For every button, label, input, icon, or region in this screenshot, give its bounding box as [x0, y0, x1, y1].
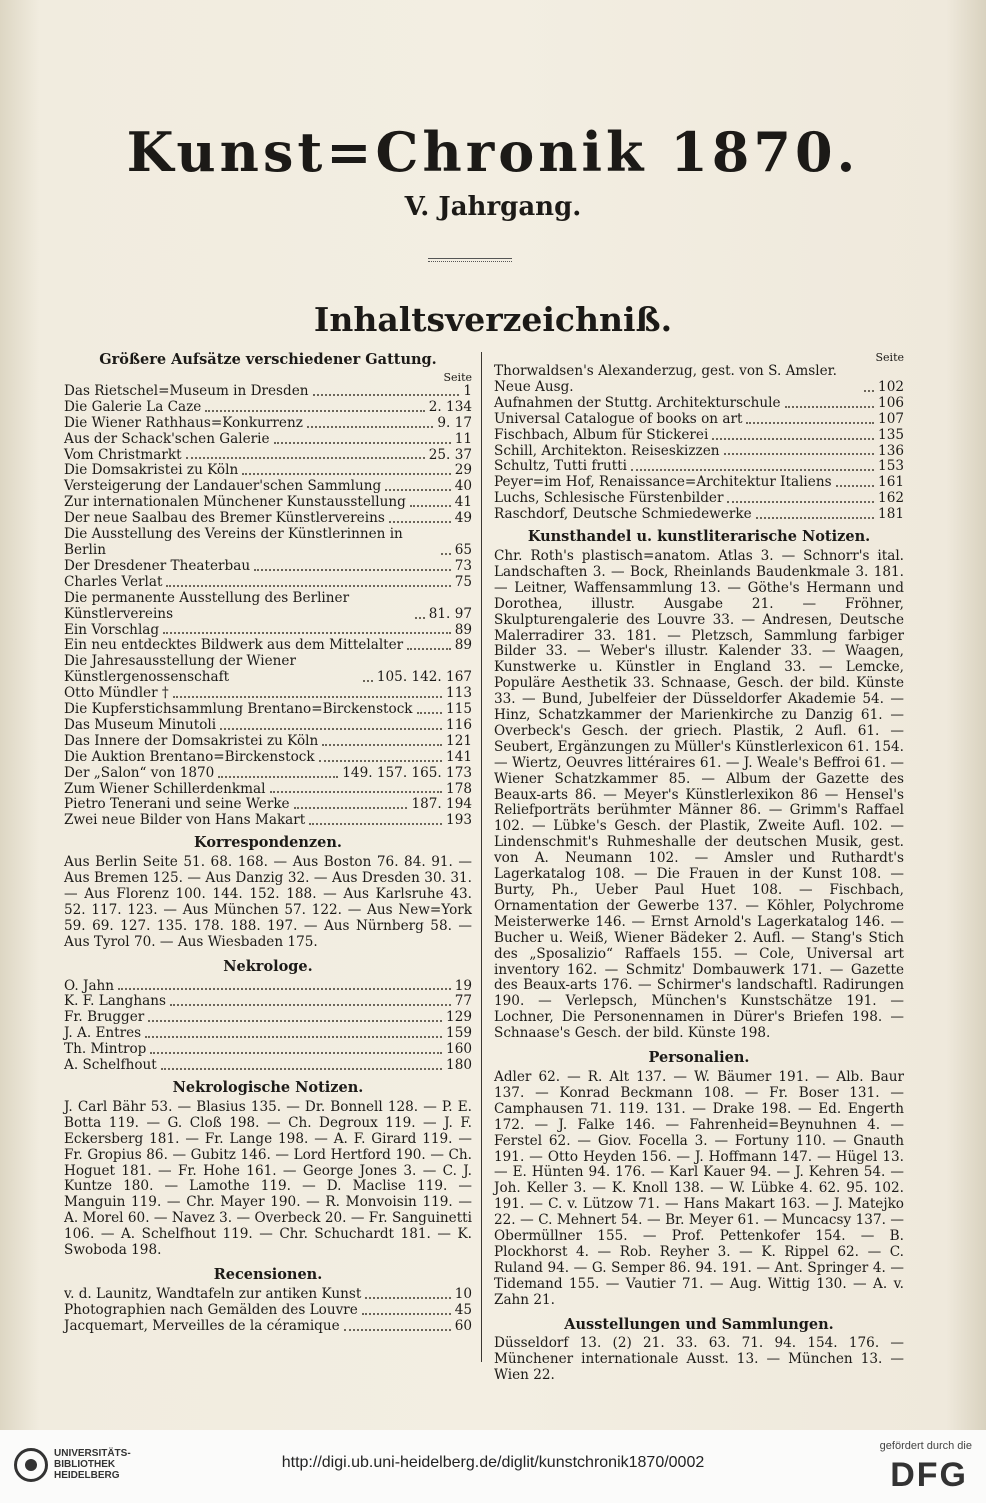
entry-title: Aus der Schack'schen Galerie — [64, 430, 270, 447]
entry-title: Peyer=im Hof, Renaissance=Architektur Italiens — [494, 474, 832, 491]
entry-title: Jacquemart, Merveilles de la céramique — [64, 1317, 340, 1334]
toc-entry — [64, 1319, 472, 1335]
entry-title: A. Schelfhout — [64, 1057, 157, 1074]
entry-title: Zwei neue Bilder von Hans Makart — [64, 812, 306, 829]
entry-page: 149. 157. 165. 173 — [342, 764, 472, 781]
dot-leader — [441, 553, 451, 555]
entry-page: 19 — [454, 977, 472, 994]
dot-leader — [218, 776, 338, 778]
entry-page: 129 — [446, 1009, 472, 1026]
entry-title: Die Kupferstichsammlung Brentano=Birckenstock — [64, 701, 413, 718]
column-divider — [481, 352, 482, 1362]
entry-title: Die Galerie La Caze — [64, 398, 202, 415]
toc-entry — [494, 475, 904, 491]
entry-page: 75 — [454, 573, 472, 590]
entry-page: 161 — [878, 474, 904, 491]
page-col-label: Seite — [443, 370, 472, 384]
entry-page: 41 — [454, 494, 472, 511]
entry-title: Der neue Saalbau des Bremer Künstlervereins — [64, 510, 385, 527]
entry-title: v. d. Launitz, Wandtafeln zur antiken Kunst — [64, 1285, 362, 1302]
toc-entry — [64, 718, 472, 734]
toc-entry — [64, 1010, 472, 1026]
right-column — [494, 352, 904, 1384]
toc-entry — [64, 766, 472, 782]
dot-leader — [417, 712, 443, 714]
toc-entry — [64, 384, 472, 400]
dot-leader — [322, 744, 442, 746]
section-title: Korrespondenzen. — [194, 834, 342, 852]
entry-page: 113 — [446, 685, 472, 702]
toc-entry — [64, 559, 472, 575]
entry-title: Der „Salon“ von 1870 — [64, 764, 215, 781]
toc-entry — [64, 686, 472, 702]
toc-entry — [64, 813, 472, 829]
entry-page: 116 — [446, 716, 472, 733]
entry-page: 181 — [878, 506, 904, 523]
entry-page: 102 — [878, 378, 904, 395]
dot-leader — [307, 426, 434, 428]
left-column — [64, 352, 472, 1335]
toc-entry — [494, 507, 904, 523]
journal-title: Kunst=Chronik 1870. — [126, 120, 860, 184]
dot-leader — [727, 501, 874, 503]
entry-title: Versteigerung der Landauer'schen Sammlung — [64, 478, 382, 495]
dot-leader — [118, 988, 451, 990]
toc-entry — [64, 1287, 472, 1303]
toc-list — [64, 1287, 472, 1335]
toc-entry — [64, 1058, 472, 1074]
dot-leader — [242, 473, 450, 475]
entry-title: Raschdorf, Deutsche Schmiedewerke — [494, 506, 752, 523]
section-title: Kunsthandel u. kunstliterarische Notizen. — [527, 528, 871, 546]
entry-page: 107 — [878, 410, 904, 427]
entry-title: Das Innere der Domsakristei zu Köln — [64, 732, 319, 749]
entry-title: Das Rietschel=Museum in Dresden — [64, 382, 309, 399]
entry-title: Charles Verlat — [64, 573, 163, 590]
entry-title: Th. Mintrop — [64, 1041, 147, 1058]
toc-entry — [494, 428, 904, 444]
dot-leader — [145, 1036, 442, 1038]
dot-leader — [756, 517, 874, 519]
entry-page: 135 — [878, 426, 904, 443]
entry-title: Die Domsakristei zu Köln — [64, 462, 239, 479]
entry-title: Fr. Brugger — [64, 1009, 145, 1026]
toc-entry — [64, 448, 472, 464]
dot-leader — [365, 1297, 450, 1299]
entry-title: Der Dresdener Theaterbau — [64, 557, 251, 574]
entry-page: 193 — [446, 812, 472, 829]
entry-title: Das Museum Minutoli — [64, 716, 217, 733]
source-url[interactable]: http://digi.ub.uni-heidelberg.de/diglit/kunstchronik1870/0002 — [281, 1454, 705, 1471]
entry-page: 141 — [446, 748, 472, 765]
dot-leader — [313, 394, 460, 396]
entry-title: Ein Vorschlag — [64, 621, 160, 638]
entry-title: Universal Catalogue of books on art — [494, 410, 743, 427]
dot-leader — [274, 442, 451, 444]
entry-page: 180 — [446, 1057, 472, 1074]
entry-page: 162 — [878, 490, 904, 507]
entry-page: 136 — [878, 442, 904, 459]
toc-entry — [494, 396, 904, 412]
entry-title: Die Auktion Brentano=Birckenstock — [64, 748, 315, 765]
toc-entry — [64, 1026, 472, 1042]
toc-entry — [494, 459, 904, 475]
section-text: Chr. Roth's plastisch=anatom. Atlas 3. — Schnorr's ital. Landschaften 3. — Bock, Rheinlands Baudenkmale 3. 181. — Leitner, Waffensammlung 13. — Göthe's Hermann und Dorothea, illustr. Ausgabe 21. — Fröhner, Skulpturengalerie des Louvre 33. — Andresen, Deutsche Malerradirer 33. 181. — Pletzsch, Sammlung farbiger Bilder 33. — Weber's illustr. Kalender 33. — Waagen, Kunstwerke u. Künstler in England 33. — Lemcke, Populäre Aesthetik 33. Schnaase, Gesch. der bild. Künste 33. — Bund, Jubelfeier der Düsseldorfer Akademie 54. — Hinz, Schatzkammer der Marienkirche zu Danzig 61. — Overbeck's Gesch. der griech. Plastik, 2 Aufl. 61. — Seubert, Ergänzungen zu Müller's Künstlerlexicon 61. 154. — Wiertz, Oeuvres littéraires 61. — J. Weale's Beffroi 61. — Wiener Schatzkammer 85. — Album der Gazette des Beaux-arts 86. — Meyer's Künstlerlexikon 86 — Hensel's Reliefporträts berühmter Männer 86. — Grimm's Raffael 102. — Lübke's Gesch. der Plastik, Zweite Aufl. 102. — Lindenschmit's Ruhmeshalle der deutschen Musik, gest. von A. Neumann 102. — Amsler und Ruthardt's Lagerkatalog 108. — Die Frauen in der Kunst 108. — Burty, Ph., Ueber Paul Huet 108. — Fischbach, Ornamentation der Gewerbe 137. — Köhler, Polychrome Meisterwerke 146. — Ernst Arnold's Lagerkatalog 146. — Bucher u. Weiß, Wiener Bädeker 2. Aufl. — Stang's Stich des „Sposalizio“ Raffaels 155. — Cole, Universal art inventory 162. — Schmitz' Dombauwerk 171. — Gazette des Beaux-arts 176. — Schirmer's landschaftl. Radirungen 190. — Verlepsch, München's Kunstschätze 191. — Lochner, Die Personennamen in Dürer's Briefen 198. — Schnaase's Gesch. der bild. Künste 198. — [494, 547, 904, 1042]
entry-page: 153 — [878, 458, 904, 475]
title-ornament — [428, 258, 512, 262]
dot-leader — [389, 521, 451, 523]
toc-list — [64, 979, 472, 1074]
dot-leader — [161, 1068, 442, 1070]
dot-leader — [148, 1020, 442, 1022]
toc-entry — [64, 1042, 472, 1058]
dot-leader — [294, 807, 408, 809]
dot-leader — [836, 485, 875, 487]
entry-page: 65 — [454, 541, 472, 558]
dot-leader — [166, 585, 450, 587]
entry-title: Aufnahmen der Stuttg. Architekturschule — [494, 394, 781, 411]
dfg-logo: DFG — [890, 1456, 968, 1494]
entry-page: 45 — [454, 1301, 472, 1318]
entry-title: Thorwaldsen's Alexanderzug, gest. von S. Amsler. Neue Ausg. — [494, 363, 837, 395]
entry-title: Ein neu entdecktes Bildwerk aus dem Mittelalter — [64, 637, 404, 654]
entry-title: Zum Wiener Schillerdenkmal — [64, 780, 266, 797]
section-title: Ausstellungen und Sammlungen. — [564, 1315, 834, 1333]
toc-list — [494, 364, 904, 523]
toc-entry — [494, 444, 904, 460]
section-title: Recensionen. — [213, 1265, 323, 1283]
section-title: Personalien. — [648, 1049, 750, 1067]
funding-note: gefördert durch die — [879, 1440, 972, 1452]
entry-page: 121 — [446, 732, 472, 749]
toc-list — [64, 384, 472, 829]
entry-title: Otto Mündler † — [64, 685, 169, 702]
toc-entry — [64, 575, 472, 591]
section-text: Adler 62. — R. Alt 137. — W. Bäumer 191. — Alb. Baur 137. — Konrad Beckmann 108. — Fr. Boser 131. — Camphausen 71. 119. 131. — Drake 198. — Ed. Engerth 172. — J. Falke 146. — Fahrenheid=Beynuhnen 4. — Ferstel 62. — Giov. Focella 3. — Fortuny 110. — Gnauth 191. — Otto Heyden 156. — J. Hoffmann 147. — Hügel 13. — E. Hünten 94. 176. — Karl Kauer 94. — J. Kehren 54. — Joh. Keller 3. — K. Knoll 138. — W. Lübke 4. 62. 95. 102. 191. — C. v. Lützow 71. — Hans Makart 163. — J. Matejko 22. — C. Mehnert 54. — Br. Meyer 61. — Muncacsy 137. — Obermüllner 155. — Prof. Pettenkofer 154. — B. Plockhorst 4. — Rob. Reyher 3. — K. Rippel 62. — C. Ruland 94. — G. Semper 86. 94. 191. — Ant. Springer 4. — Tidemand 155. — Vautier 71. — Aug. Wittig 130. — A. v. Zahn 21. — [494, 1068, 904, 1308]
entry-page: 115 — [446, 701, 472, 718]
dot-leader — [712, 438, 874, 440]
entry-title: Die Jahresausstellung der Wiener Künstlergenossenschaft — [64, 653, 296, 686]
entry-title: Die Ausstellung des Vereins der Künstlerinnen in Berlin — [64, 526, 403, 558]
dot-leader — [864, 390, 874, 392]
toc-entry — [64, 511, 472, 527]
entry-page: 81. 97 — [428, 605, 472, 622]
toc-entry — [64, 1303, 472, 1319]
dot-leader — [319, 760, 442, 762]
dot-leader — [407, 648, 451, 650]
entry-page: 40 — [454, 478, 472, 495]
entry-title: Die Wiener Rathhaus=Konkurrenz — [64, 414, 303, 431]
entry-title: O. Jahn — [64, 977, 115, 994]
toc-entry — [64, 463, 472, 479]
entry-page: 25. 37 — [428, 446, 472, 463]
toc-entry — [64, 979, 472, 995]
entry-page: 89 — [454, 621, 472, 638]
page-col-label: Seite — [875, 351, 904, 364]
entry-page: 2. 134 — [428, 398, 472, 415]
entry-title: Photographien nach Gemälden des Louvre — [64, 1301, 358, 1318]
dot-leader — [631, 469, 874, 471]
dot-leader — [173, 696, 442, 698]
toc-entry — [64, 432, 472, 448]
entry-page: 60 — [454, 1317, 472, 1334]
toc-entry — [64, 734, 472, 750]
toc-entry — [64, 591, 472, 623]
entry-page: 73 — [454, 557, 472, 574]
entry-title: Zur internationalen Münchener Kunstausstellung — [64, 494, 406, 511]
entry-title: K. F. Langhans — [64, 993, 166, 1010]
dot-leader — [270, 791, 443, 793]
toc-entry — [64, 782, 472, 798]
viewer-footer — [0, 1430, 986, 1503]
entry-page: 11 — [454, 430, 472, 447]
entry-page: 10 — [454, 1285, 472, 1302]
entry-page: 29 — [454, 462, 472, 479]
toc-entry — [64, 797, 472, 813]
toc-heading: Inhaltsverzeichniß. — [313, 300, 673, 339]
dot-leader — [785, 406, 874, 408]
entry-title: Schill, Architekton. Reiseskizzen — [494, 442, 720, 459]
toc-entry — [64, 416, 472, 432]
toc-entry — [64, 400, 472, 416]
dot-leader — [205, 410, 424, 412]
toc-entry — [64, 654, 472, 686]
entry-page: 89 — [454, 637, 472, 654]
dot-leader — [220, 728, 442, 730]
toc-entry — [64, 623, 472, 639]
volume-label: V. Jahrgang. — [404, 192, 582, 222]
entry-page: 178 — [446, 780, 472, 797]
section-text: Düsseldorf 13. (2) 21. 33. 63. 71. 94. 154. 176. — Münchener internationale Ausst. 13. — München 13. — Wien 22. — [494, 1335, 904, 1384]
library-name: UNIVERSITÄTS- BIBLIOTHEK HEIDELBERG — [54, 1448, 131, 1481]
dot-leader — [385, 489, 450, 491]
entry-title: Fischbach, Album für Stickerei — [494, 426, 709, 443]
toc-entry — [64, 750, 472, 766]
entry-page: 1 — [463, 382, 472, 399]
section-title: Nekrologe. — [223, 957, 313, 975]
entry-page: 106 — [878, 394, 904, 411]
toc-entry — [64, 994, 472, 1010]
toc-entry — [64, 495, 472, 511]
entry-page: 187. 194 — [411, 796, 472, 813]
dot-leader — [309, 823, 442, 825]
toc-entry — [64, 638, 472, 654]
toc-entry — [64, 527, 472, 559]
entry-page: 160 — [446, 1041, 472, 1058]
entry-page: 9. 17 — [437, 414, 472, 431]
section-text: J. Carl Bähr 53. — Blasius 135. — Dr. Bonnell 128. — P. E. Botta 119. — G. Cloß 198. — Ch. Degroux 119. — J. F. Eckersberg 181. — Fr. Lange 198. — A. F. Girard 119. — Fr. Gropius 86. — Gubitz 146. — Lord Hertford 190. — Ch. Hoguet 181. — Fr. Hohe 161. — George Jones 3. — C. J. Kuntze 180. — Lamothe 119. — D. Maclise 119. — Manguin 119. — Chr. Mayer 190. — R. Monvoisin 119. — A. Morel 60. — Navez 3. — Overbeck 20. — Fr. Sanguinetti 106. — A. Schelfhout 119. — Chr. Schuchardt 181. — K. Swoboda 198. — [64, 1098, 472, 1259]
dot-leader — [186, 457, 425, 459]
dot-leader — [344, 1329, 451, 1331]
toc-entry — [64, 479, 472, 495]
dot-leader — [170, 1004, 451, 1006]
dot-leader — [724, 453, 875, 455]
toc-entry — [494, 491, 904, 507]
dot-leader — [163, 632, 451, 634]
entry-title: Luchs, Schlesische Fürstenbilder — [494, 490, 724, 507]
dot-leader — [362, 1313, 451, 1315]
entry-title: Pietro Tenerani und seine Werke — [64, 796, 290, 813]
dot-leader — [415, 617, 425, 619]
toc-entry — [494, 412, 904, 428]
entry-title: Vom Christmarkt — [64, 446, 182, 463]
dot-leader — [746, 422, 874, 424]
entry-title: Schultz, Tutti frutti — [494, 458, 628, 475]
section-title: Größere Aufsätze verschiedener Gattung. — [99, 351, 437, 368]
toc-entry — [494, 364, 904, 396]
entry-page: 77 — [454, 993, 472, 1010]
dot-leader — [363, 680, 373, 682]
entry-page: 105. 142. 167 — [376, 669, 472, 686]
entry-title: J. A. Entres — [64, 1025, 142, 1042]
entry-title: Die permanente Ausstellung des Berliner Künstlervereins — [64, 589, 350, 622]
section-text: Aus Berlin Seite 51. 68. 168. — Aus Boston 76. 84. 91. — Aus Bremen 125. — Aus Danzig 32. — Aus Dresden 30. 31. — Aus Florenz 100. 144. 152. 188. — Aus Karlsruhe 43. 52. 117. 123. — Aus München 57. 122. — Aus New=York 59. 69. 127. 135. 178. 188. 197. — Aus Nürnberg 58. — Aus Tyrol 70. — Aus Wiesbaden 175. — [64, 854, 472, 950]
toc-entry — [64, 702, 472, 718]
dot-leader — [410, 505, 451, 507]
entry-page: 49 — [454, 510, 472, 527]
section-title: Nekrologische Notizen. — [172, 1078, 364, 1096]
dot-leader — [150, 1052, 442, 1054]
entry-page: 159 — [446, 1025, 472, 1042]
dot-leader — [254, 569, 451, 571]
